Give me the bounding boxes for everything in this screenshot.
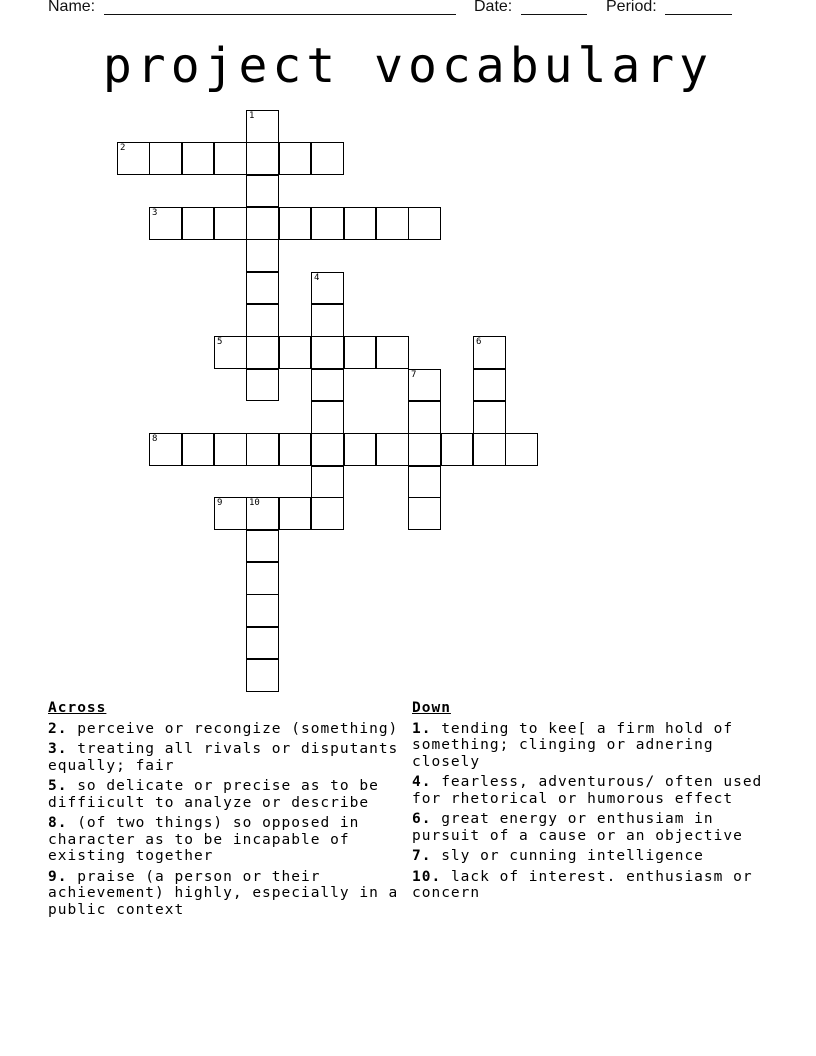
crossword-cell[interactable]	[214, 433, 247, 466]
crossword-cell[interactable]	[279, 142, 312, 175]
clue-item	[412, 774, 772, 807]
clue-number: 1.	[412, 720, 432, 737]
crossword-cell[interactable]	[246, 110, 279, 143]
clue-text: lack of interest. enthusiasm or concern	[412, 868, 753, 901]
crossword-cell[interactable]	[246, 336, 279, 369]
clue-item	[48, 721, 400, 738]
name-label: Name:	[48, 0, 96, 15]
crossword-cell[interactable]	[311, 369, 344, 402]
crossword-cell[interactable]	[246, 530, 279, 563]
crossword-cell[interactable]	[376, 207, 409, 240]
crossword-cell[interactable]	[473, 336, 506, 369]
crossword-cell[interactable]	[408, 369, 441, 402]
clue-number: 2.	[48, 720, 68, 737]
crossword-cell[interactable]	[214, 497, 247, 530]
crossword-cell[interactable]	[408, 466, 441, 499]
clue-item	[48, 869, 400, 919]
clue-text: so delicate or precise as to be diffiicult to analyze or describe	[48, 778, 379, 811]
crossword-cell[interactable]	[246, 433, 279, 466]
clue-number: 3.	[48, 741, 68, 757]
clue-text: tending to kee[ a firm hold of something; clinging or adnering closely	[412, 720, 734, 770]
clue-item	[48, 778, 400, 811]
down-heading: Down	[412, 700, 451, 716]
clue-item	[412, 811, 772, 844]
crossword-cell[interactable]	[311, 433, 344, 466]
crossword-cell[interactable]	[376, 433, 409, 466]
crossword-cell[interactable]	[214, 142, 247, 175]
crossword-cell[interactable]	[311, 497, 344, 530]
clue-number: 7	[411, 369, 417, 380]
clue-number: 8.	[48, 815, 68, 831]
crossword-cell[interactable]	[279, 497, 312, 530]
crossword-cell[interactable]	[246, 304, 279, 337]
clue-number: 1	[249, 111, 255, 121]
clue-item	[48, 815, 400, 865]
crossword-cell[interactable]	[246, 142, 279, 175]
clue-text: great energy or enthusiam in pursuit of a cause or an objective	[412, 811, 743, 844]
crossword-cell[interactable]	[279, 207, 312, 240]
clue-item	[412, 848, 772, 865]
clue-text: sly or cunning intelligence	[441, 848, 704, 864]
clue-item	[412, 721, 772, 771]
clue-number: 10.	[412, 868, 442, 885]
crossword-cell[interactable]	[246, 207, 279, 240]
crossword-cell[interactable]	[441, 433, 474, 466]
crossword-cell[interactable]	[344, 433, 377, 466]
clue-number: 5	[217, 337, 223, 347]
crossword-cell[interactable]	[246, 497, 279, 530]
crossword-cell[interactable]	[344, 207, 377, 240]
crossword-cell[interactable]	[408, 207, 441, 240]
crossword-cell[interactable]	[246, 272, 279, 305]
clue-number: 9	[217, 498, 223, 508]
clue-text: perceive or recongize (something)	[77, 720, 399, 737]
crossword-cell[interactable]	[214, 336, 247, 369]
crossword-cell[interactable]	[311, 304, 344, 337]
crossword-cell[interactable]	[473, 433, 506, 466]
down-clues	[412, 700, 772, 906]
crossword-cell[interactable]	[311, 207, 344, 240]
crossword-cell[interactable]	[246, 369, 279, 402]
crossword-cell[interactable]	[149, 142, 182, 175]
crossword-cell[interactable]	[279, 433, 312, 466]
crossword-cell[interactable]	[376, 336, 409, 369]
crossword-cell[interactable]	[149, 433, 182, 466]
crossword-cell[interactable]	[246, 659, 279, 692]
crossword-cell[interactable]	[246, 239, 279, 272]
date-label: Date:	[474, 0, 513, 15]
clue-number: 5.	[48, 778, 68, 794]
clue-text: treating all rivals or disputants equally; fair	[48, 741, 399, 774]
crossword-cell[interactable]	[408, 401, 441, 434]
crossword-cell[interactable]	[246, 627, 279, 660]
crossword-cell[interactable]	[246, 175, 279, 208]
clue-text: praise (a person or their achievement) highly, especially in a public context	[48, 868, 399, 918]
page-title: project vocabulary	[102, 38, 714, 94]
crossword-cell[interactable]	[311, 336, 344, 369]
crossword-cell[interactable]	[408, 497, 441, 530]
crossword-cell[interactable]	[473, 401, 506, 434]
crossword-cell[interactable]	[311, 466, 344, 499]
clue-number: 9.	[48, 868, 68, 885]
crossword-cell[interactable]	[505, 433, 538, 466]
crossword-cell[interactable]	[246, 562, 279, 595]
across-heading: Across	[48, 700, 107, 716]
clue-text: fearless, adventurous/ often used for rhetorical or humorous effect	[412, 774, 763, 807]
crossword-cell[interactable]	[311, 142, 344, 175]
period-label: Period:	[606, 0, 657, 15]
crossword-cell[interactable]	[246, 594, 279, 627]
clue-item	[48, 741, 400, 774]
clue-item	[412, 869, 772, 902]
clue-number: 7.	[412, 848, 432, 864]
clue-number: 10	[249, 498, 260, 508]
clue-text: (of two things) so opposed in character as to be incapable of existing together	[48, 815, 360, 864]
crossword-cell[interactable]	[117, 142, 150, 175]
clue-number: 3	[152, 208, 158, 218]
crossword-cell[interactable]	[473, 369, 506, 402]
crossword-cell[interactable]	[182, 207, 215, 240]
crossword-cell[interactable]	[408, 433, 441, 466]
clue-number: 4	[314, 272, 320, 283]
crossword-cell[interactable]	[149, 207, 182, 240]
crossword-cell[interactable]	[279, 336, 312, 369]
crossword-cell[interactable]	[182, 142, 215, 175]
crossword-cell[interactable]	[311, 272, 344, 305]
clue-number: 2	[120, 143, 126, 153]
crossword-cell[interactable]	[182, 433, 215, 466]
clue-number: 4.	[412, 774, 432, 790]
across-clues	[48, 700, 400, 922]
crossword-cell[interactable]	[311, 401, 344, 434]
clue-number: 6.	[412, 811, 432, 827]
clue-number: 8	[152, 434, 158, 444]
crossword-cell[interactable]	[214, 207, 247, 240]
clue-number: 6	[476, 337, 482, 347]
crossword-cell[interactable]	[344, 336, 377, 369]
